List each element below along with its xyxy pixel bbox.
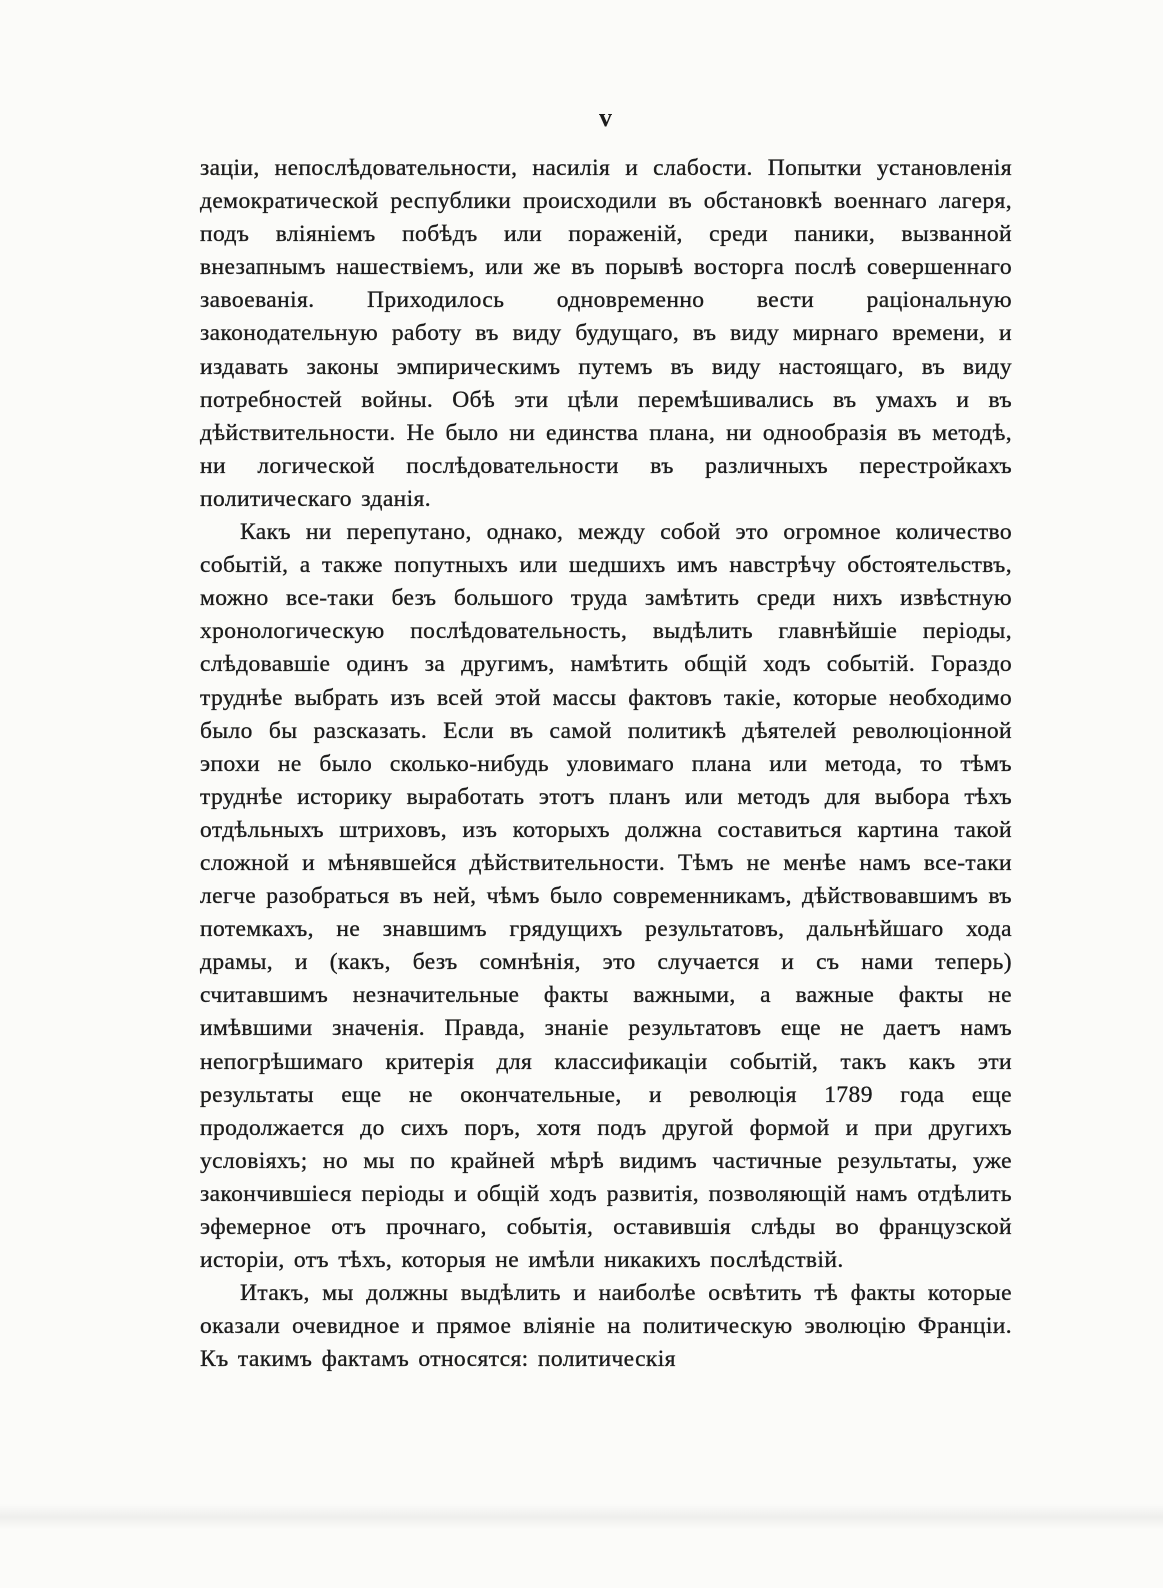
paragraph: Итакъ, мы должны выдѣлить и наиболѣе освѣтить тѣ факты которые оказали очевидное и прямое вліяніе на политическую эволюцію Франціи. Къ такимъ фактамъ относятся: политическія [200,1280,1012,1373]
paragraph-continuation: заціи, непослѣдовательности, насилія и слабости. Попытки установленія демократической республики происходили въ обстановкѣ военнаго лагеря, подъ вліяніемъ побѣдъ или пораженій, среди паники, вызванной внезапнымъ нашествіемъ, или же въ порывѣ восторга послѣ совершеннаго завоеванія. Приходилось одновременно вести раціональную законодательную работу въ виду будущаго, въ виду мирнаго времени, и издавать законы эмпирическимъ путемъ въ виду настоящаго, въ виду потребностей войны. Обѣ эти цѣли перемѣшивались въ умахъ и въ дѣйствительности. Не было ни единства плана, ни однообразія въ методѣ, ни логической послѣдовательности въ различныхъ перестройкахъ политическаго зданія. [200,155,1012,512]
paragraph: Какъ ни перепутано, однако, между собой это огромное количество событій, а также попутныхъ или шедшихъ имъ навстрѣчу обстоятельствъ, можно все-таки безъ большого труда замѣтить среди нихъ извѣстную хронологическую послѣдовательность, выдѣлить главнѣйшіе періоды, слѣдовавшіе одинъ за другимъ, намѣтить общій ходъ событій. Гораздо труднѣе выбрать изъ всей этой массы фактовъ такіе, которые необходимо было бы разсказать. Если въ самой политикѣ дѣятелей революціонной эпохи не было сколько-нибудь уловимаго плана или метода, то тѣмъ труднѣе историку выработать этотъ планъ или методъ для выбора тѣхъ отдѣльныхъ штриховъ, изъ которыхъ должна составиться картина такой сложной и мѣнявшейся дѣйствительности. Тѣмъ не менѣе намъ все-таки легче разобраться въ ней, чѣмъ было современникамъ, дѣйствовавшимъ въ потемкахъ, не знавшимъ грядущихъ результатовъ, дальнѣйшаго хода драмы, и (какъ, безъ сомнѣнія, это случается и съ нами теперь) считавшимъ незначительные факты важными, а важные факты не имѣвшими значенія. Правда, знаніе результатовъ еще не даетъ намъ непогрѣшимаго критерія для классификаціи событій, такъ какъ эти результаты еще не окончательные, и революція 1789 года еще продолжается до сихъ поръ, хотя подъ другой формой и при другихъ условіяхъ; но мы по крайней мѣрѣ видимъ частичные результаты, уже закончившіеся періоды и общій ходъ развитія, позволяющій намъ отдѣлить эфемерное отъ прочнаго, событія, оставившія слѣды во французской исторіи, отъ тѣхъ, которыя не имѣли никакихъ послѣдствій. [200,519,1012,1274]
page-number: v [599,103,613,132]
text-block [200,152,1012,1376]
scan-artifact [0,1504,1163,1530]
